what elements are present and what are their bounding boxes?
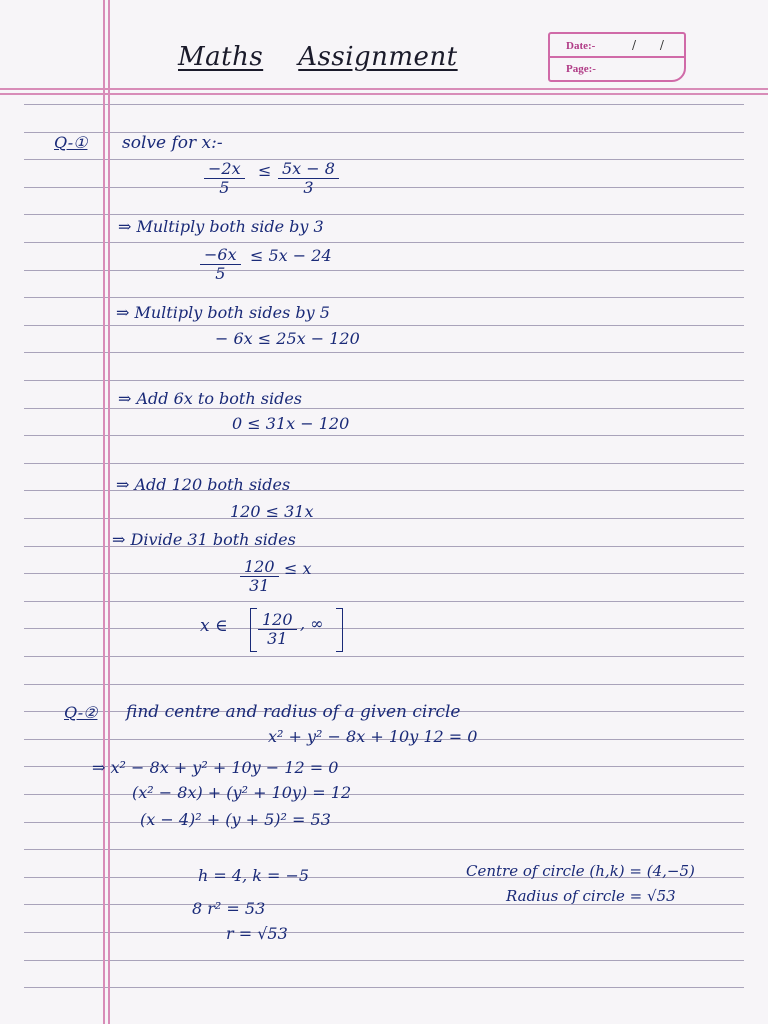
ruled-line [24,325,744,326]
date-page-box [548,32,686,82]
q1-answer-prefix: x ∈ [200,616,228,636]
left-margin-line-inner [108,0,110,1024]
q1-eq6-numerator: 120 [240,558,279,577]
q1-eq5: 120 ≤ 31x [230,502,314,521]
q1-eq1-left-fraction [204,160,245,197]
q1-eq6-fraction [240,558,279,595]
q1-answer-right-bracket [336,608,343,652]
q2-centre-result: Centre of circle (h,k) = (4,−5) [466,862,695,880]
ruled-line [24,987,744,988]
q2-radius-result: Radius of circle = √53 [506,887,676,905]
q1-answer-denominator: 31 [267,629,288,648]
q1-step1: ⇒ Multiply both side by 3 [118,217,324,236]
q1-answer-rest: , ∞ [300,614,324,633]
ruled-line [24,159,744,160]
ruled-line [24,573,744,574]
title-word-maths: Maths [178,42,264,72]
top-margin-line-inner [0,93,768,95]
q2-r-squared: 8 r² = 53 [192,899,266,918]
ruled-line [24,628,744,629]
ruled-line [24,849,744,850]
ruled-line [24,684,744,685]
ruled-line [24,214,744,215]
q1-eq1-relation: ≤ [258,161,272,180]
ruled-line [24,104,744,105]
date-label: Date:- [566,40,596,52]
q1-eq2-denominator: 5 [215,264,226,283]
ruled-line [24,601,744,602]
q2-line2: (x² − 8x) + (y² + 10y) = 12 [132,783,352,802]
ruled-line [24,352,744,353]
ruled-line [24,435,744,436]
q1-eq1-right-denominator: 3 [303,178,314,197]
q2-hk-values: h = 4, k = −5 [198,866,310,885]
date-value: / / [632,38,674,52]
q2-prompt: find centre and radius of a given circle [126,702,461,722]
q1-eq6-rest: ≤ x [284,559,312,578]
ruled-line [24,270,744,271]
date-box-divider [550,56,684,58]
ruled-line [24,187,744,188]
ruled-line [24,518,744,519]
q1-eq2-fraction [200,246,241,283]
q1-eq1-left-numerator: −2x [204,160,245,179]
ruled-line [24,463,744,464]
q1-step2: ⇒ Multiply both sides by 5 [116,303,330,322]
q2-label: Q-② [64,703,98,722]
q1-eq6-denominator: 31 [249,576,270,595]
title-word-assignment: Assignment [298,42,458,72]
ruled-line [24,408,744,409]
q2-line3: (x − 4)² + (y + 5)² = 53 [140,810,331,829]
q1-answer-numerator: 120 [258,611,297,630]
ruled-line [24,960,744,961]
q1-step4: ⇒ Add 120 both sides [116,475,291,494]
q2-r-value: r = √53 [226,924,288,943]
q1-eq4: 0 ≤ 31x − 120 [232,414,350,433]
q1-answer-fraction [258,611,297,648]
page-label: Page:- [566,63,596,75]
q1-prompt: solve for x:- [122,133,223,153]
page-title [178,42,458,72]
q1-eq2-rest: ≤ 5x − 24 [250,246,332,265]
ruled-line [24,242,744,243]
ruled-line [24,656,744,657]
ruled-line [24,297,744,298]
q1-eq1-right-numerator: 5x − 8 [278,160,339,179]
top-margin-line [0,88,768,90]
q1-label: Q-① [54,133,88,152]
q1-answer-left-bracket [250,608,257,652]
q2-given-equation: x² + y² − 8x + 10y 12 = 0 [268,727,478,746]
q1-step3: ⇒ Add 6x to both sides [118,389,302,408]
q1-eq3: − 6x ≤ 25x − 120 [215,329,360,348]
ruled-line [24,380,744,381]
ruled-line [24,822,744,823]
q1-eq2-numerator: −6x [200,246,241,265]
q1-eq1-left-denominator: 5 [219,178,230,197]
ruled-line [24,932,744,933]
q1-step5: ⇒ Divide 31 both sides [112,530,296,549]
q2-line1: ⇒ x² − 8x + y² + 10y − 12 = 0 [92,758,339,777]
left-margin-line [103,0,105,1024]
q1-eq1-right-fraction [278,160,339,197]
